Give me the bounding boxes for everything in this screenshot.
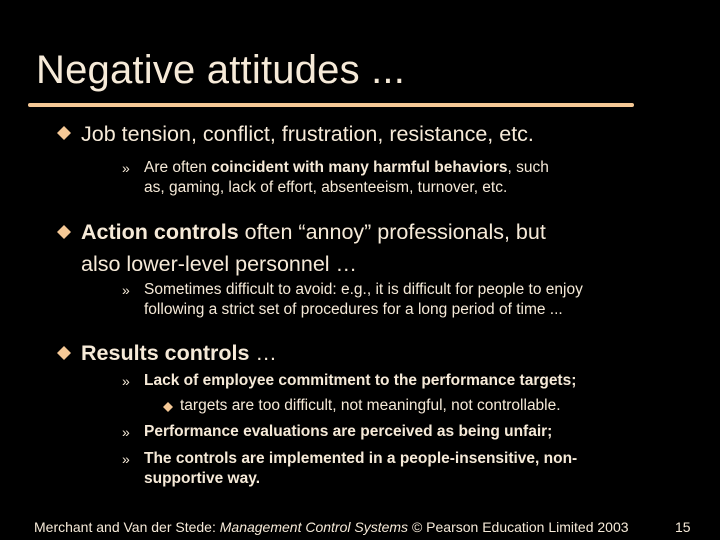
- diamond-bullet-icon: [56, 345, 72, 361]
- bullet-job-tension: Job tension, conflict, frustration, resistance, etc.: [81, 122, 534, 146]
- diamond-bullet-icon: [56, 224, 72, 240]
- sub-sometimes-line-2: following a strict set of procedures for a long period of time ...: [144, 301, 563, 318]
- sub-targets-too-difficult: targets are too difficult, not meaningful, not controllable.: [180, 397, 561, 414]
- footer-citation: Merchant and Van der Stede: Management Control Systems © Pearson Education Limited 2003: [34, 519, 629, 535]
- sub-performance-evaluations: Performance evaluations are perceived as being unfair;: [144, 423, 553, 440]
- sub-coincident-line-2: as, gaming, lack of effort, absenteeism, turnover, etc.: [144, 179, 508, 196]
- sub-sometimes-line-1: Sometimes difficult to avoid: e.g., it is difficult for people to enjoy: [144, 281, 583, 298]
- bullet-action-controls-line-2: also lower-level personnel …: [81, 252, 358, 276]
- bullet-action-controls-line-1: Action controls often “annoy” professionals, but: [81, 220, 546, 244]
- sub-marker: »: [122, 160, 130, 176]
- highlight-action-controls: Action controls: [81, 220, 239, 244]
- diamond-bullet-icon: [56, 125, 72, 141]
- highlight-people-insensitive: people-insensitive, non-: [399, 450, 578, 467]
- sub-coincident-line-1: Are often coincident with many harmful behaviors, such: [144, 159, 549, 176]
- highlight-coincident: coincident with many harmful behaviors: [211, 159, 508, 176]
- highlight-supportive: supportive: [144, 470, 224, 487]
- highlight-unfair: unfair: [504, 423, 548, 440]
- sub-controls-implemented-line-1: The controls are implemented in a people-insensitive, non-: [144, 450, 578, 467]
- sub-marker: »: [122, 451, 130, 467]
- highlight-results-controls: Results controls: [81, 341, 250, 365]
- sub-lack-of-commitment: Lack of employee commitment to the performance targets;: [144, 372, 577, 389]
- footer-book-title: Management Control Systems: [219, 519, 409, 535]
- sub-controls-implemented-line-2: supportive way.: [144, 470, 260, 487]
- diamond-bullet-icon: [162, 400, 174, 412]
- title-underline: [28, 103, 634, 107]
- sub-marker: »: [122, 282, 130, 298]
- sub-marker: »: [122, 373, 130, 389]
- bullet-results-controls: Results controls …: [81, 341, 277, 365]
- slide-title: Negative attitudes ...: [36, 48, 406, 92]
- sub-marker: »: [122, 424, 130, 440]
- page-number: 15: [675, 519, 691, 535]
